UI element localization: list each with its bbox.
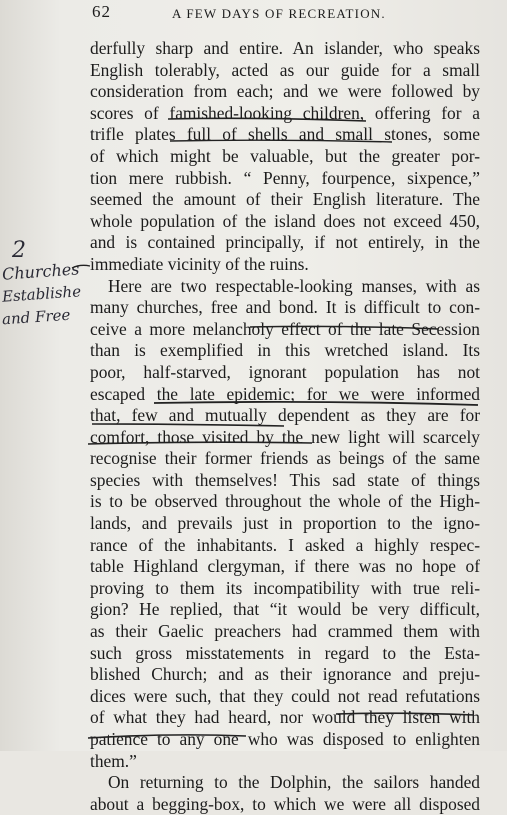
text-line: them.” [90, 750, 137, 771]
handwritten-margin-note [0, 238, 95, 338]
text-line: escaped the late epidemic; for we were informed [90, 383, 480, 404]
text-line: On returning to the Dolphin, the sailors handed [108, 772, 480, 793]
text-line: of what they had heard, nor would they listen with [90, 707, 480, 728]
text-line: dices were such, that they could not read refutations [90, 685, 480, 706]
text-line: ceive a more melancholy effect of the late Secession [90, 318, 480, 339]
margin-note-line: Establishe [1, 282, 82, 306]
text-line: such gross misstatements in regard to the Esta- [90, 642, 480, 663]
text-line: proving to them its incompatibility with true reli- [90, 577, 480, 598]
text-line: and is contained principally, if not entirely, in the [90, 232, 480, 253]
text-line: comfort, those visited by the new light will scarcely [90, 426, 480, 447]
text-line: rance of the inhabitants. I asked a highly respec- [90, 534, 480, 555]
text-line: table Highland clergyman, if there was no hope of [90, 556, 480, 577]
text-line: patience to any one who was disposed to enlighten [90, 729, 480, 749]
text-line: derfully sharp and entire. An islander, who speaks [90, 38, 480, 58]
text-line: trifle plates full of shells and small stones, some [90, 124, 480, 145]
margin-note-number: 2 [12, 238, 26, 263]
text-line: than is exemplified in this wretched island. Its [90, 340, 480, 361]
page-number: 62 [92, 2, 111, 21]
body-text [90, 38, 480, 815]
margin-note-line: Churches [1, 259, 81, 284]
page-header [0, 2, 507, 28]
text-line: blished Church; and as their ignorance and preju- [90, 664, 480, 685]
text-line: tion mere rubbish. “ Penny, fourpence, sixpence,” [90, 167, 480, 188]
running-head: A FEW DAYS OF RECREATION. [172, 6, 386, 21]
text-line: seemed the amount of their English literature. The [90, 189, 480, 210]
text-line: gion? He replied, that “it would be very difficult, [90, 599, 480, 620]
text-line: poor, half-starved, ignorant population has not [90, 361, 480, 382]
text-line: whole population of the island does not exceed 450, [90, 210, 480, 231]
text-line: is to be observed throughout the whole of the High- [90, 491, 480, 512]
text-line: that, few and mutually dependent as they are for [90, 405, 480, 426]
text-line: immediate vicinity of the ruins. [90, 253, 309, 274]
text-line: Here are two respectable-looking manses, with as [108, 275, 480, 296]
text-line: English tolerably, acted as our guide for a small [90, 59, 480, 80]
text-line: recognise their former friends as beings of the same [90, 448, 480, 469]
margin-note-line: and Free [1, 305, 71, 329]
text-line: of which might be valuable, but the greater por- [90, 145, 480, 166]
text-line: consideration from each; and we were followed by [90, 81, 480, 102]
text-line: as their Gaelic preachers had crammed them with [90, 621, 480, 642]
text-line: about a begging-box, to which we were all disposed [90, 793, 480, 814]
text-line: species with themselves! This sad state of things [90, 469, 480, 490]
text-line: scores of famished-looking children, offering for a [90, 102, 480, 123]
text-line: many churches, free and bond. It is difficult to con- [90, 297, 480, 318]
text-line: lands, and prevails just in proportion to the igno- [90, 513, 480, 534]
